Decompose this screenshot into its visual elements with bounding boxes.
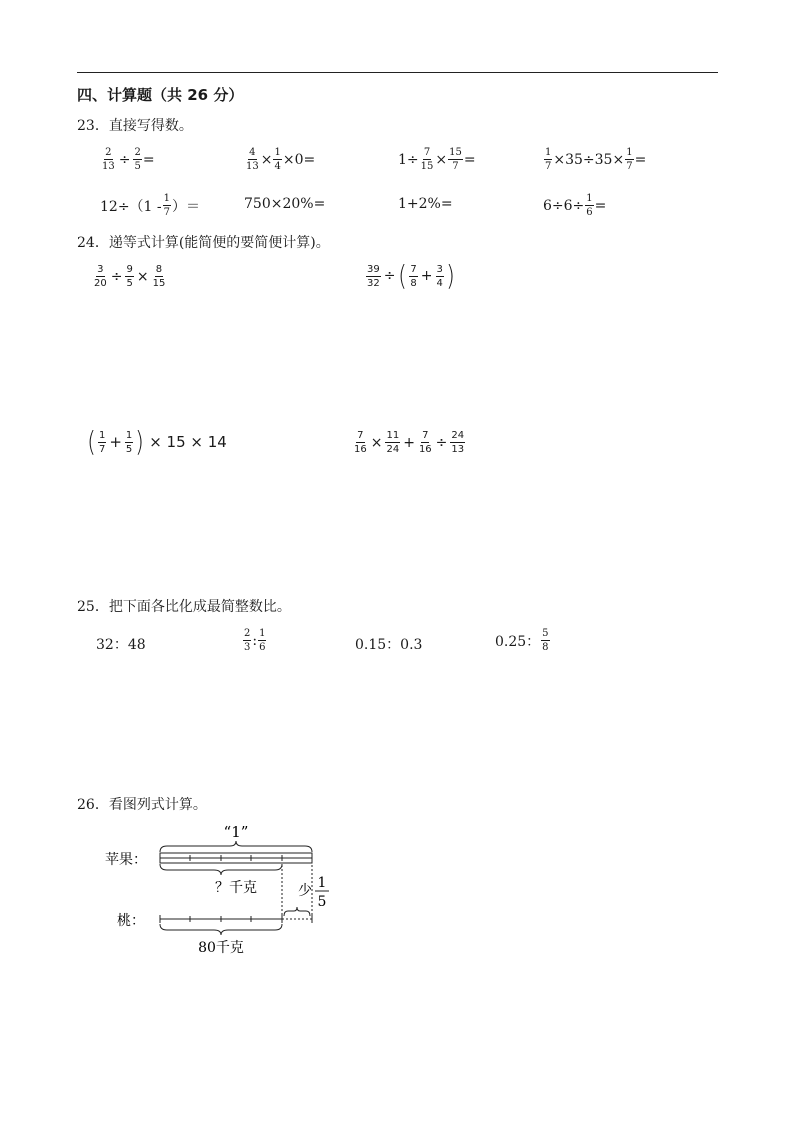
- q24-expr-3: ( $\frac{1}{7}$ + $\frac{1}{5}$ ) × 15 × 14: [87, 425, 227, 458]
- q23-expr-2: $\frac{4}{13}$ × $\frac{1}{4}$ ×0=: [246, 147, 316, 172]
- q24-title: 24．递等式计算(能简便的要简便计算)。: [77, 235, 330, 251]
- q23-expr-8: 6÷6÷ $\frac{1}{6}$ =: [543, 193, 607, 218]
- peach-label: 桃：: [117, 913, 145, 929]
- fraction: $\frac{3}{20}$: [94, 264, 107, 289]
- q26-title: 26．看图列式计算。: [77, 797, 207, 813]
- fraction: $\frac{2}{3}$: [244, 628, 251, 653]
- fraction: $\frac{7}{16}$: [418, 430, 432, 455]
- fraction: $\frac{24}{13}$: [451, 430, 465, 455]
- fraction: $\frac{1}{7}$: [163, 193, 171, 218]
- fraction: $\frac{1}{7}$: [545, 147, 552, 172]
- q23-expr-5: 12÷（1 - $\frac{1}{7}$ ）＝: [100, 193, 201, 218]
- q23-expr-3: 1÷ $\frac{7}{15}$ × $\frac{15}{7}$ =: [398, 147, 476, 172]
- fraction: $\frac{7}{8}$: [410, 263, 417, 289]
- unit-label: “1”: [223, 823, 249, 841]
- apple-label: 苹果：: [105, 852, 147, 868]
- q23-expr-1: $\frac{2}{13}$ ÷ $\frac{2}{5}$ =: [102, 147, 155, 172]
- fraction: $\frac{7}{15}$: [420, 147, 434, 172]
- fraction: $\frac{9}{5}$: [126, 264, 133, 289]
- apple-unknown: ？千克: [215, 880, 257, 896]
- q24-expr-1: $\frac{3}{20}$ ÷ $\frac{9}{5}$ × $\frac{8}{15}$: [94, 264, 166, 289]
- fraction: $\frac{39}{32}$: [367, 263, 380, 289]
- top-rule: [77, 72, 718, 73]
- q25-expr-4: 0.25： $\frac{5}{8}$: [495, 628, 549, 653]
- top-brace: [160, 841, 312, 852]
- fraction: $\frac{1}{6}$: [586, 193, 593, 218]
- less-fraction-den: 5: [317, 894, 327, 910]
- fraction: $\frac{15}{7}$: [449, 147, 462, 172]
- left-paren-icon: (: [87, 425, 96, 458]
- fraction: $\frac{1}{5}$: [125, 429, 133, 455]
- q23-expr-4: $\frac{1}{7}$ ×35÷35× $\frac{1}{7}$ =: [545, 147, 647, 172]
- q25-title: 25．把下面各比化成最简整数比。: [77, 599, 291, 615]
- peach-value: 80千克: [198, 940, 244, 956]
- fraction: $\frac{11}{24}$: [386, 430, 400, 455]
- q24-expr-2: $\frac{39}{32}$ ÷ ( $\frac{7}{8}$ + $\frac{3}{4}$ ): [367, 259, 455, 292]
- fraction: $\frac{5}{8}$: [542, 628, 549, 653]
- segment-diagram: [95, 815, 355, 965]
- fraction: $\frac{4}{13}$: [246, 147, 259, 172]
- right-paren-icon: ): [445, 259, 455, 292]
- fraction: $\frac{1}{6}$: [259, 628, 266, 653]
- q23-expr-6: 750×20%=: [244, 196, 326, 212]
- fraction: $\frac{3}{4}$: [436, 263, 443, 289]
- bottom-brace: [160, 864, 282, 875]
- q23-title: 23．直接写得数。: [77, 118, 193, 134]
- q25-expr-1: 32：48: [96, 637, 146, 653]
- fraction: $\frac{8}{15}$: [152, 264, 166, 289]
- q23-expr-7: 1+2%=: [398, 196, 453, 212]
- fraction: $\frac{1}{7}$: [626, 147, 633, 172]
- peach-brace: [160, 924, 282, 935]
- section-title: 四、计算题（共 26 分）: [77, 86, 244, 104]
- less-fraction-num: 1: [317, 875, 327, 891]
- q25-expr-2: $\frac{2}{3}$ : $\frac{1}{6}$: [244, 628, 266, 653]
- fraction: $\frac{2}{13}$: [102, 147, 115, 172]
- less-brace: [284, 907, 310, 916]
- fraction: $\frac{1}{4}$: [274, 147, 281, 172]
- left-paren-icon: (: [398, 259, 408, 292]
- q25-expr-3: 0.15：0.3: [355, 637, 423, 653]
- q24-expr-4: $\frac{7}{16}$ × $\frac{11}{24}$ + $\frac{7}{16}$ ÷ $\frac{24}{13}$: [354, 430, 465, 455]
- fraction: $\frac{1}{7}$: [98, 429, 106, 455]
- fraction: $\frac{2}{5}$: [134, 147, 141, 172]
- fraction: $\frac{7}{16}$: [354, 430, 367, 455]
- right-paren-icon: ): [135, 425, 145, 458]
- less-label: 少: [298, 883, 312, 899]
